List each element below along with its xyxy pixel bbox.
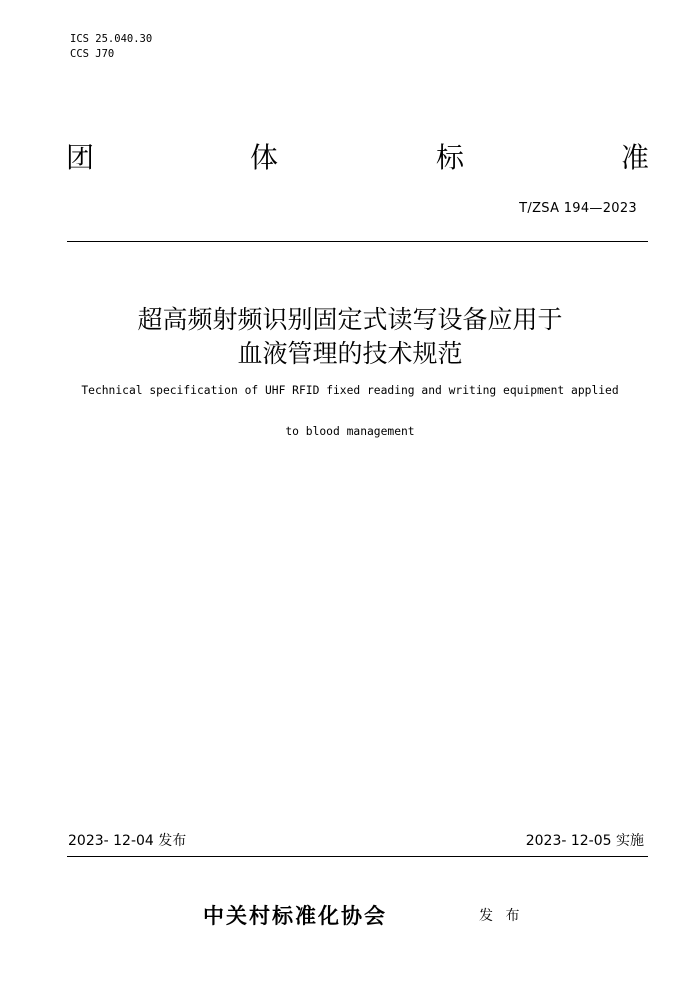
standard-type-heading <box>0 140 700 180</box>
publisher-name: 中关村标准化协会 <box>203 904 387 928</box>
top-divider <box>67 241 648 242</box>
ics-code: ICS 25.040.30 <box>70 33 153 45</box>
standard-type-char: 准 <box>621 141 650 174</box>
standard-type-char: 体 <box>250 141 279 174</box>
publish-label: 发 布 <box>479 908 524 924</box>
standard-number: T/ZSA 194—2023 <box>519 201 637 216</box>
standard-type-char: 团 <box>66 141 95 174</box>
title-en-line-1: Technical specification of UHF RFID fixed reading and writing equipment applied <box>81 384 619 397</box>
standard-type-char: 标 <box>436 141 465 174</box>
issue-date: 2023- 12-04 发布 <box>68 833 187 849</box>
title-zh-line-1: 超高频射频识别固定式读写设备应用于 <box>137 305 563 334</box>
ccs-code: CCS J70 <box>70 48 115 60</box>
title-en-line-2: to blood management <box>285 425 415 438</box>
classification-codes <box>70 32 152 62</box>
bottom-divider <box>67 856 648 857</box>
implementation-date: 2023- 12-05 实施 <box>525 833 644 849</box>
title-zh-line-2: 血液管理的技术规范 <box>237 339 463 368</box>
